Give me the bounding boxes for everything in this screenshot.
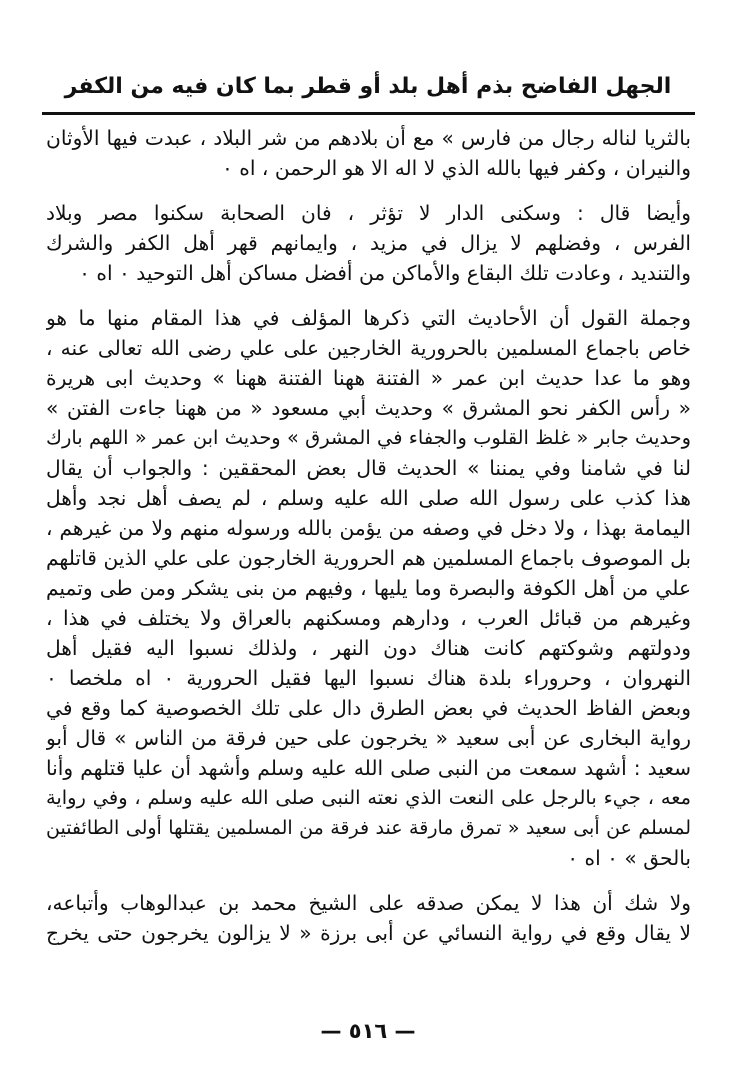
body-text — [46, 123, 691, 948]
text-line: ودولتهم وشوكتهم كانت هناك دون النهر ، ولذلك نسبوا اليه فقيل أهل — [46, 636, 691, 660]
text-line: الفرس ، وفضلهم لا يزال في مزيد ، وايمانهم قهر أهل الكفر والشرك — [46, 231, 691, 255]
header-divider — [42, 112, 695, 115]
running-header-title: الجهل الفاضح بذم أهل بلد أو قطر بما كان فيه من الكفر — [64, 74, 672, 99]
text-line: اليمامة بهذا ، ولا دخل في وصفه من يؤمن بالله ورسوله منهم ولا من غيرهم ، — [46, 516, 691, 540]
text-line: علي من أهل الكوفة والبصرة وما يليها ، وفيهم من بنى يشكر ومن طى وتميم — [46, 576, 691, 600]
text-line: ولا شك أن هذا لا يمكن صدقه على الشيخ محمد بن عبدالوهاب وأتباعه، — [46, 891, 691, 915]
text-line: وغيرهم من قبائل العرب ، ودارهم ومسكنهم بالعراق ولا يختلف في هذا ، — [46, 606, 691, 630]
text-line: وجملة القول أن الأحاديث التي ذكرها المؤلف في هذا المقام منها ما هو — [46, 306, 691, 330]
text-line: والنيران ، وكفر فيها بالله الذي لا اله الا هو الرحمن ، اه ٠ — [222, 156, 691, 180]
text-line: وأيضا قال : وسكنى الدار لا تؤثر ، فان الصحابة سكنوا مصر وبلاد — [46, 201, 691, 225]
text-line: لمسلم عن أبى سعيد « تمرق مارقة عند فرقة من المسلمين يقتلها أولى الطائفتين — [46, 817, 691, 839]
page-number: — ٥١٦ — — [320, 1019, 416, 1043]
paragraph-gap — [46, 183, 691, 198]
text-line: هذا كذب على رسول الله صلى الله عليه وسلم ، لم يصف أهل نجد وأهل — [46, 486, 691, 510]
text-line: لنا في شامنا وفي يمننا » الحديث قال بعض المحققين : والجواب أن يقال — [46, 456, 691, 480]
text-line: النهروان ، وحروراء بلدة هناك نسبوا اليها فقيل الحرورية ٠ اه ملخصا ٠ — [46, 666, 691, 690]
paragraph-gap — [46, 873, 691, 888]
text-line: وهو ما عدا حديث ابن عمر « الفتنة ههنا الفتنة ههنا » وحديث ابى هريرة — [46, 366, 691, 390]
text-line: سعيد : أشهد سمعت من النبى صلى الله عليه وسلم وأشهد أن عليا قتلهم وأنا — [46, 756, 691, 780]
paragraph — [46, 123, 691, 183]
text-line: خاص باجماع المسلمين بالحرورية الخارجين على علي رضى الله تعالى عنه ، — [46, 336, 691, 360]
paragraph — [46, 303, 691, 873]
text-line: رواية البخارى عن أبى سعيد « يخرجون على حين فرقة من الناس » قال أبو — [46, 726, 691, 750]
text-line: والتنديد ، وعادت تلك البقاع والأماكن من أفضل مساكن أهل التوحيد ٠ اه ٠ — [79, 261, 691, 285]
text-line: معه ، جيء بالرجل على النعت الذي نعته النبى صلى الله عليه وسلم ، وفي رواية — [46, 786, 691, 809]
paragraph-gap — [46, 288, 691, 303]
text-line: وبعض الفاظ الحديث في بعض الطرق دال على تلك الخصوصية كما وقع في — [46, 696, 691, 720]
text-line: « رأس الكفر نحو المشرق » وحديث أبي مسعود « من ههنا جاءت الفتن » — [46, 396, 691, 420]
paragraph — [46, 198, 691, 288]
text-line: وحديث جابر « غلظ القلوب والجفاء في المشرق » وحديث ابن عمر « اللهم بارك — [46, 426, 691, 449]
text-line: لا يقال وقع في رواية النسائي عن أبى برزة « لا يزالون يخرجون حتى يخرج — [46, 921, 691, 945]
text-line: بل الموصوف باجماع المسلمين هم الحرورية الخارجون على علي الذين قاتلهم — [46, 546, 691, 570]
text-line: بالحق » ٠ اه ٠ — [567, 846, 691, 870]
text-line: بالثريا لناله رجال من فارس » مع أن بلادهم من شر البلاد ، عبدت فيها الأوثان — [46, 126, 691, 150]
paragraph — [46, 888, 691, 948]
